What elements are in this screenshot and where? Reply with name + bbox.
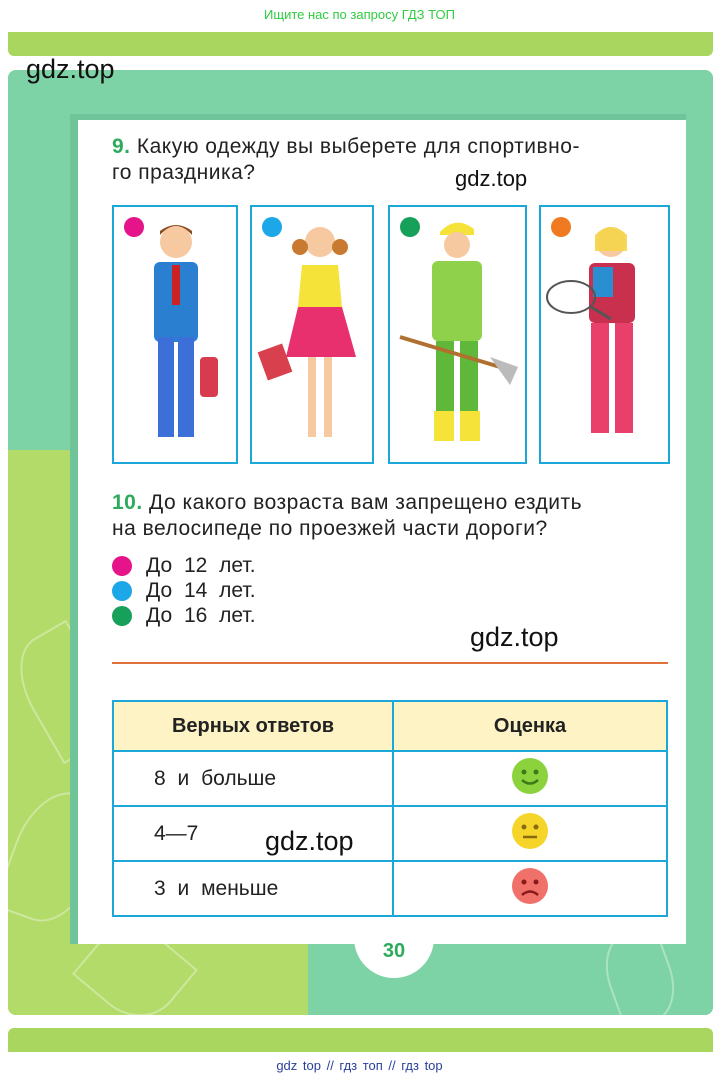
top-banner-text[interactable]: Ищите нас по запросу ГДЗ ТОП — [264, 7, 455, 22]
question-10 — [112, 490, 672, 542]
footer-text[interactable]: gdz top // гдз топ // гдз top — [276, 1058, 443, 1073]
picture-girl-tracksuit[interactable] — [539, 205, 670, 464]
table-row — [113, 861, 667, 916]
girl-skirt-illustration — [252, 207, 372, 462]
green-dot — [400, 217, 420, 237]
sad-smiley-icon — [511, 867, 549, 905]
girl-tracksuit-illustration — [541, 207, 668, 462]
picture-girl-skirt[interactable] — [250, 205, 374, 464]
picture-boy-workwear[interactable] — [388, 205, 527, 464]
watermark: gdz.top — [26, 54, 115, 84]
answers-cell: 3 и меньше — [113, 861, 393, 916]
table-row — [113, 751, 667, 806]
blue-dot — [262, 217, 282, 237]
answer-option-text: До 14 лет. — [146, 579, 256, 602]
header-grade: Оценка — [393, 701, 667, 751]
grade-cell — [393, 806, 667, 861]
grade-cell — [393, 751, 667, 806]
answers-cell: 8 и больше — [113, 751, 393, 806]
question-9-number: 9. — [112, 135, 131, 158]
divider-line — [112, 662, 668, 664]
question-9-line1: Какую одежду вы выберете для спортивно- — [136, 135, 580, 158]
watermark: gdz.top — [470, 622, 559, 652]
picture-boy-suit[interactable] — [112, 205, 238, 464]
question-10-line2: на велосипеде по проезжей части дороги? — [112, 517, 548, 540]
pink-dot — [112, 556, 132, 576]
answers-cell: 4—7 — [113, 806, 393, 861]
top-banner[interactable] — [0, 0, 719, 34]
question-10-line1: До какого возраста вам запрещено ездить — [149, 491, 583, 514]
question-9 — [112, 134, 672, 186]
grade-cell — [393, 861, 667, 916]
boy-workwear-illustration — [390, 207, 525, 462]
boy-suit-illustration — [114, 207, 236, 462]
question-9-line2: го праздника? — [112, 161, 256, 184]
neutral-smiley-icon — [511, 812, 549, 850]
green-dot — [112, 606, 132, 626]
header-correct-answers: Верных ответов — [113, 701, 393, 751]
watermark: gdz.top — [455, 166, 528, 191]
table-header-row — [113, 701, 667, 751]
answer-option-text: До 16 лет. — [146, 604, 256, 627]
table-row — [113, 806, 667, 861]
previous-page-strip — [8, 32, 713, 56]
watermark: gdz.top — [265, 826, 354, 856]
next-page-strip — [8, 1028, 713, 1052]
footer[interactable] — [0, 1052, 719, 1084]
question-10-number: 10. — [112, 491, 143, 514]
pink-dot — [124, 217, 144, 237]
happy-smiley-icon — [511, 757, 549, 795]
score-table — [112, 700, 668, 917]
blue-dot — [112, 581, 132, 601]
orange-dot — [551, 217, 571, 237]
page-number: 30 — [382, 940, 406, 962]
answer-option-text: До 12 лет. — [146, 554, 256, 577]
